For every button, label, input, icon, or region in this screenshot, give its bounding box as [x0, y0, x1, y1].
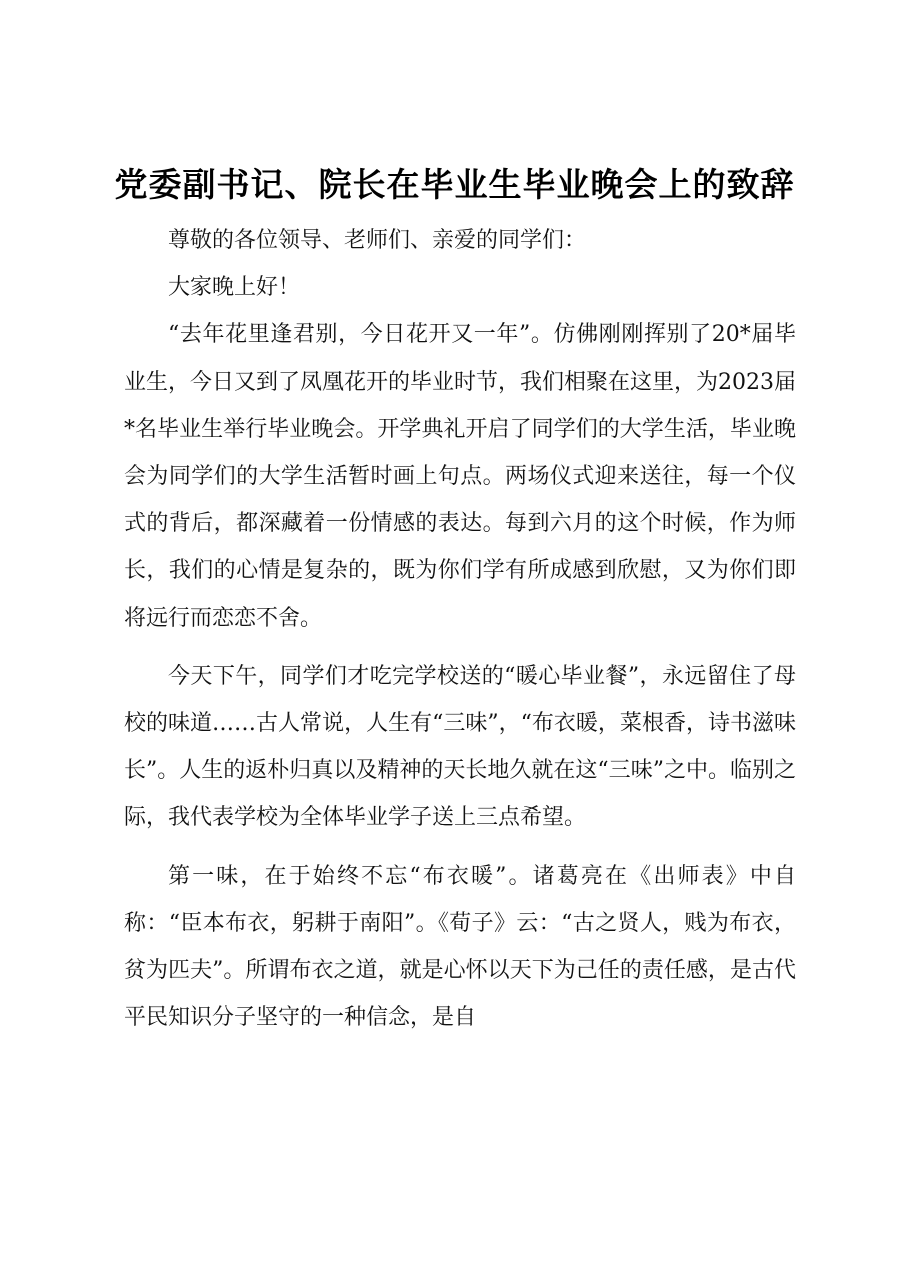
- paragraph-first-flavor: 第一味，在于始终不忘“布衣暖”。诸葛亮在《出师表》中自称：“臣本布衣，躬耕于南阳”。《荀子》云：“古之贤人，贱为布衣，贫为匹夫”。所谓布衣之道，就是心怀以天下为己任的责任感，是古代平民知识分子坚守的一种信念，是自: [124, 863, 796, 1031]
- document-body: [124, 217, 796, 1041]
- paragraph-opening: “去年花里逢君别，今日花开又一年”。仿佛刚刚挥别了20*届毕业生，今日又到了凤凰花开的毕业时节，我们相聚在这里，为2023届*名毕业生举行毕业晚会。开学典礼开启了同学们的大学生活，毕业晚会为同学们的大学生活暂时画上句点。两场仪式迎来送往，每一个仪式的背后，都深藏着一份情感的表达。每到六月的这个时候，作为师长，我们的心情是复杂的，既为你们学有所成感到欣慰，又为你们即将远行而恋恋不舍。: [124, 322, 796, 631]
- document-title: 党委副书记、院长在毕业生毕业晚会上的致辞: [114, 165, 795, 204]
- greeting: 大家晚上好！: [168, 275, 301, 301]
- paragraph-hopes-intro: 今天下午，同学们才吃完学校送的“暖心毕业餐”，永远留住了母校的味道……古人常说，人生有“三味”，“布衣暖，菜根香，诗书滋味长”。人生的返朴归真以及精神的天长地久就在这“三味”之中。临别之际，我代表学校为全体毕业学子送上三点希望。: [124, 663, 796, 831]
- salutation: 尊敬的各位领导、老师们、亲爱的同学们：: [168, 228, 587, 253]
